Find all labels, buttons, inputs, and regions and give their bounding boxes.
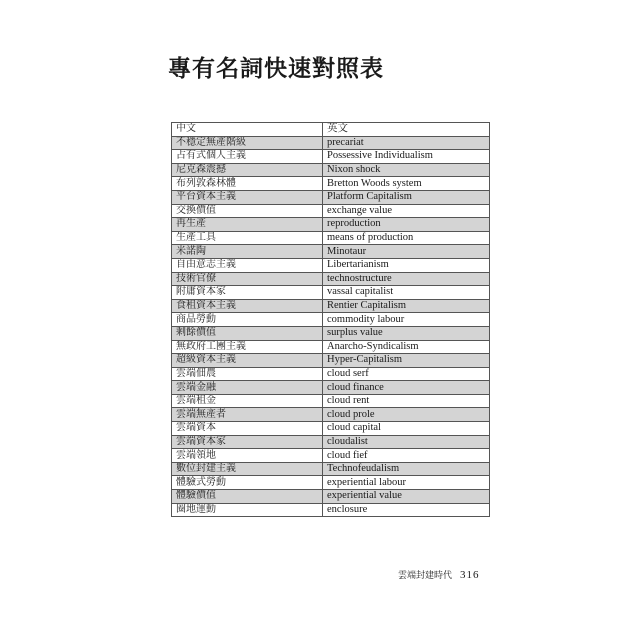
table-row bbox=[172, 177, 490, 191]
term-english: enclosure bbox=[323, 503, 490, 517]
table-row bbox=[172, 394, 490, 408]
term-english: Bretton Woods system bbox=[323, 177, 490, 191]
term-english: surplus value bbox=[323, 326, 490, 340]
term-english: cloud fief bbox=[323, 449, 490, 463]
table-row bbox=[172, 190, 490, 204]
table-row bbox=[172, 435, 490, 449]
term-english: cloud serf bbox=[323, 367, 490, 381]
term-english: exchange value bbox=[323, 204, 490, 218]
term-chinese: 雲端資本家 bbox=[172, 435, 323, 449]
table-row bbox=[172, 340, 490, 354]
term-chinese: 食租資本主義 bbox=[172, 299, 323, 313]
term-english: reproduction bbox=[323, 218, 490, 232]
term-english: cloud finance bbox=[323, 381, 490, 395]
term-english: means of production bbox=[323, 231, 490, 245]
table-row bbox=[172, 286, 490, 300]
term-chinese: 雲端佃農 bbox=[172, 367, 323, 381]
term-chinese: 圈地運動 bbox=[172, 503, 323, 517]
page-title: 專有名詞快速對照表 bbox=[168, 55, 384, 82]
table-row bbox=[172, 354, 490, 368]
header-chinese: 中文 bbox=[172, 123, 323, 137]
table-row bbox=[172, 381, 490, 395]
term-chinese: 數位封建主義 bbox=[172, 462, 323, 476]
term-english: cloud prole bbox=[323, 408, 490, 422]
table-row bbox=[172, 245, 490, 259]
term-chinese: 超級資本主義 bbox=[172, 354, 323, 368]
term-chinese: 布列敦森林體 bbox=[172, 177, 323, 191]
term-english: cloudalist bbox=[323, 435, 490, 449]
table-row bbox=[172, 408, 490, 422]
term-english: precariat bbox=[323, 136, 490, 150]
term-english: Nixon shock bbox=[323, 163, 490, 177]
table-row bbox=[172, 231, 490, 245]
page-number: 316 bbox=[460, 569, 480, 581]
term-chinese: 自由意志主義 bbox=[172, 258, 323, 272]
term-chinese: 技術官僚 bbox=[172, 272, 323, 286]
table-row bbox=[172, 476, 490, 490]
table-row bbox=[172, 422, 490, 436]
table-row bbox=[172, 503, 490, 517]
term-chinese: 再生產 bbox=[172, 218, 323, 232]
term-chinese: 不穩定無產階級 bbox=[172, 136, 323, 150]
term-chinese: 生產工具 bbox=[172, 231, 323, 245]
term-english: Libertarianism bbox=[323, 258, 490, 272]
term-english: Technofeudalism bbox=[323, 462, 490, 476]
table-row bbox=[172, 367, 490, 381]
table-row bbox=[172, 258, 490, 272]
table-row bbox=[172, 150, 490, 164]
term-english: experiential value bbox=[323, 490, 490, 504]
table-header-row bbox=[172, 123, 490, 137]
term-chinese: 雲端金融 bbox=[172, 381, 323, 395]
term-chinese: 體驗式勞動 bbox=[172, 476, 323, 490]
table-row bbox=[172, 299, 490, 313]
running-book-title: 雲端封建時代 bbox=[398, 571, 453, 581]
term-english: commodity labour bbox=[323, 313, 490, 327]
term-chinese: 占有式個人主義 bbox=[172, 150, 323, 164]
term-chinese: 交換價值 bbox=[172, 204, 323, 218]
term-chinese: 雲端租金 bbox=[172, 394, 323, 408]
term-english: vassal capitalist bbox=[323, 286, 490, 300]
term-chinese: 雲端領地 bbox=[172, 449, 323, 463]
glossary-table bbox=[171, 122, 490, 517]
term-chinese: 雲端無產者 bbox=[172, 408, 323, 422]
table-row bbox=[172, 490, 490, 504]
table-row bbox=[172, 136, 490, 150]
term-english: technostructure bbox=[323, 272, 490, 286]
term-chinese: 體驗價值 bbox=[172, 490, 323, 504]
table-row bbox=[172, 313, 490, 327]
glossary-body bbox=[172, 136, 490, 517]
term-chinese: 剩餘價值 bbox=[172, 326, 323, 340]
term-chinese: 商品勞動 bbox=[172, 313, 323, 327]
term-chinese: 附庸資本家 bbox=[172, 286, 323, 300]
term-english: Platform Capitalism bbox=[323, 190, 490, 204]
table-row bbox=[172, 272, 490, 286]
table-row bbox=[172, 449, 490, 463]
table-row bbox=[172, 218, 490, 232]
page-footer bbox=[398, 568, 480, 581]
term-english: experiential labour bbox=[323, 476, 490, 490]
term-english: Possessive Individualism bbox=[323, 150, 490, 164]
term-english: Anarcho-Syndicalism bbox=[323, 340, 490, 354]
term-chinese: 平台資本主義 bbox=[172, 190, 323, 204]
term-english: Rentier Capitalism bbox=[323, 299, 490, 313]
header-english: 英文 bbox=[323, 123, 490, 137]
term-chinese: 雲端資本 bbox=[172, 422, 323, 436]
term-english: cloud capital bbox=[323, 422, 490, 436]
term-english: Minotaur bbox=[323, 245, 490, 259]
term-english: Hyper-Capitalism bbox=[323, 354, 490, 368]
term-chinese: 尼克森震撼 bbox=[172, 163, 323, 177]
term-chinese: 米諾陶 bbox=[172, 245, 323, 259]
term-english: cloud rent bbox=[323, 394, 490, 408]
table-row bbox=[172, 163, 490, 177]
table-row bbox=[172, 462, 490, 476]
term-chinese: 無政府工團主義 bbox=[172, 340, 323, 354]
table-row bbox=[172, 326, 490, 340]
table-row bbox=[172, 204, 490, 218]
